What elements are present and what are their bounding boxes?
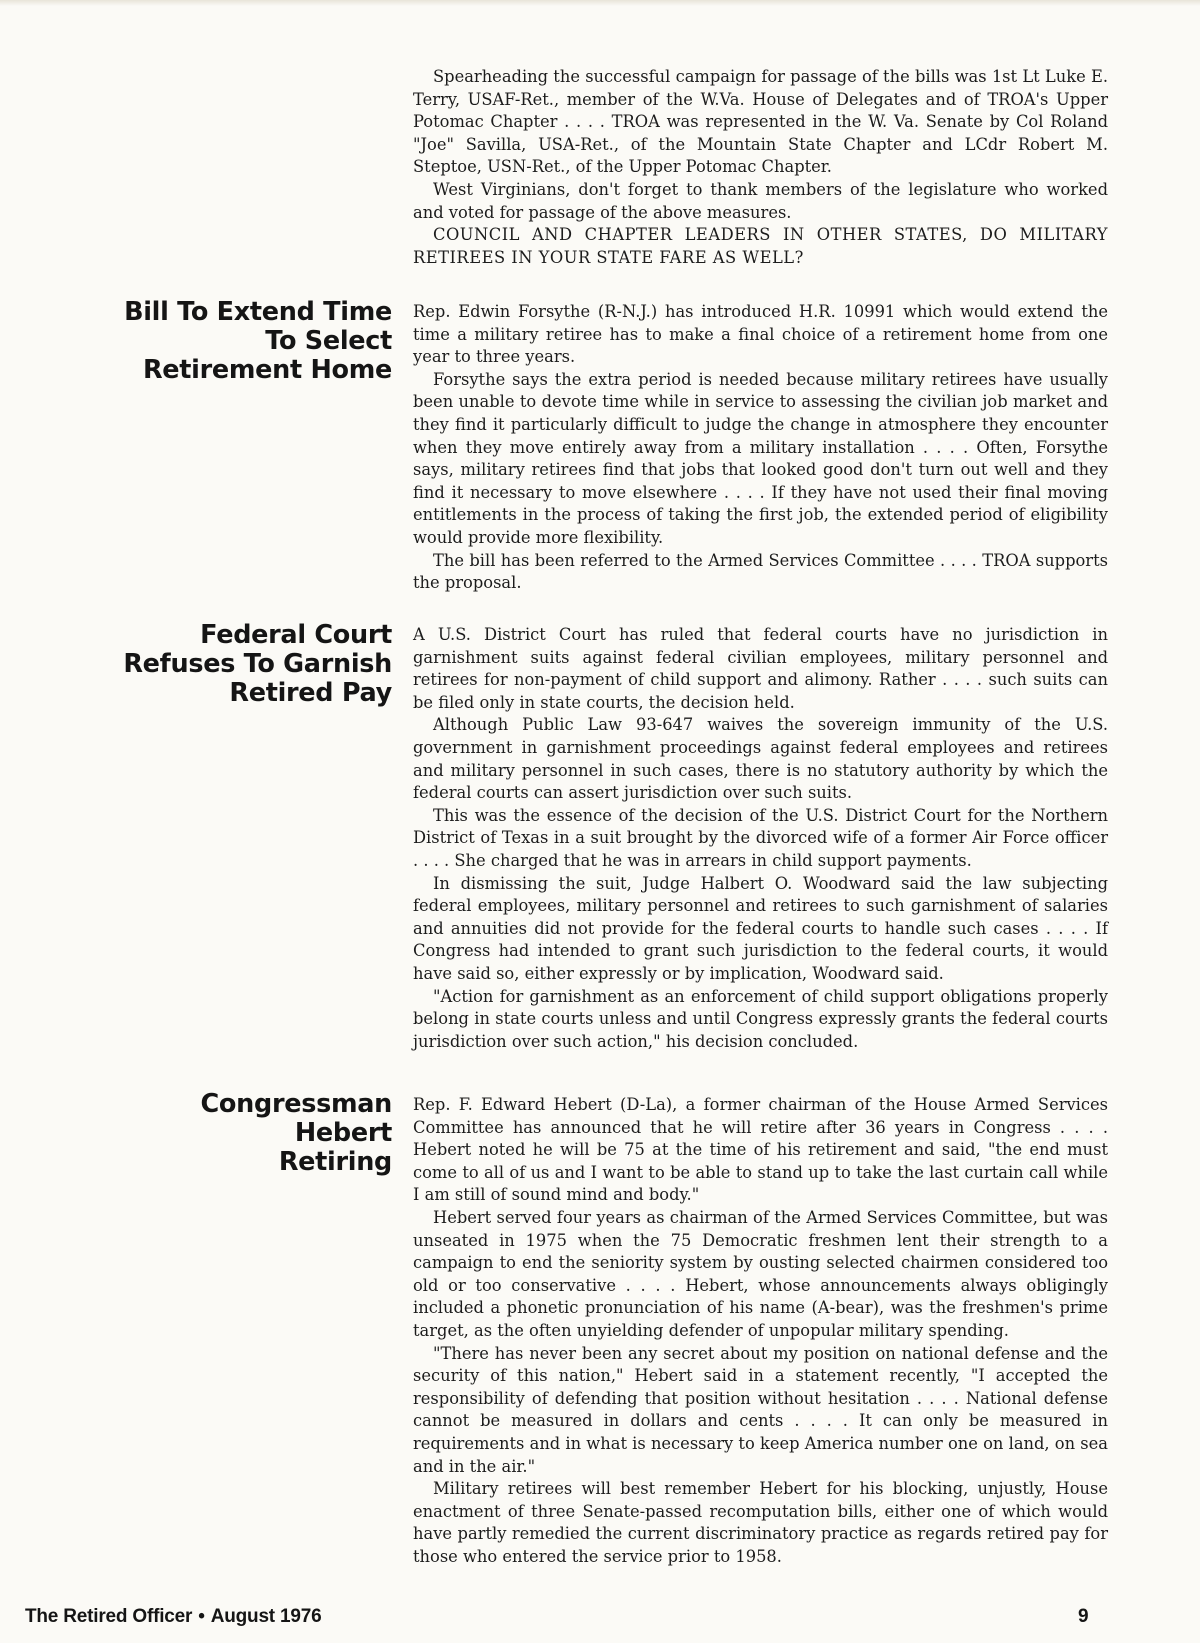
issue-date: August 1976 xyxy=(210,1606,322,1627)
article-paragraph: "Action for garnishment as an enforcement of child support obligations properly belong in state courts unless and until Congress expressly grants the federal courts jurisdiction over such action," his decision concluded. xyxy=(413,986,1108,1051)
article-paragraph: Hebert served four years as chairman of the Armed Services Committee, but was unseated in 1975 when the 75 Democratic freshmen lent their strength to a campaign to end the seniority system by ousting selected chairmen considered too old or too conservative . . . . Hebert, whose announcements always obligingly included a phonetic pronunciation of his name (A-bear), was the freshmen's prime target, as the often unyielding defender of unpopular military spending. xyxy=(413,1207,1108,1340)
article-paragraph: Although Public Law 93-647 waives the sovereign immunity of the U.S. government in garnishment proceedings against federal employees and retirees and military personnel in such cases, there is no statutory authority by which the federal courts can assert jurisdiction over such suits. xyxy=(413,715,1108,803)
article-paragraph: Military retirees will best remember Hebert for his blocking, unjustly, House enactment of three Senate-passed recomputation bills, either one of which would have partly remedied the current discriminatory practice as regards retired pay for those who entered the service prior to 1958. xyxy=(413,1479,1108,1566)
page-number: 9 xyxy=(1078,1606,1089,1627)
article-body-retirement-home xyxy=(413,301,1108,595)
article-heading-federal-court xyxy=(100,621,392,708)
publication-name: The Retired Officer xyxy=(25,1606,193,1627)
article-paragraph: In dismissing the suit, Judge Halbert O. Woodward said the law subjecting federal employees, military personnel and retirees to such garnishment of salaries and annuities did not provide for the federal courts to handle such cases . . . . If Congress had intended to grant such jurisdiction to the federal courts, it would have said so, either expressly or by implication, Woodward said. xyxy=(413,873,1108,983)
heading-line: Retirement Home xyxy=(142,355,392,385)
heading-line: To Select xyxy=(265,326,392,356)
article-paragraph: Rep. F. Edward Hebert (D-La), a former chairman of the House Armed Services Committee has announced that he will retire after 36 years in Congress . . . . Hebert noted he will be 75 at the time of his retirement and said, "the end must come to all of us and I want to be able to stand up to take the last curtain call while I am still of sound mind and body." xyxy=(413,1095,1108,1205)
heading-line: Federal Court xyxy=(200,620,392,650)
intro-text xyxy=(413,66,1108,269)
article-paragraph: "There has never been any secret about my position on national defense and the security of this nation," Hebert said in a statement recently, "I accepted the responsibility of defending that position without hesitation . . . . National defense cannot be measured in dollars and cents . . . . It can only be measured in requirements and in what is necessary to keep America number one on land, on sea and in the air." xyxy=(413,1343,1108,1476)
heading-line: Bill To Extend Time xyxy=(124,297,392,327)
intro-paragraph: West Virginians, don't forget to thank members of the legislature who worked and voted for passage of the above measures. xyxy=(413,179,1108,222)
page-footer xyxy=(25,1606,321,1628)
heading-line: Retiring xyxy=(278,1147,392,1177)
page-top-edge xyxy=(0,0,1200,6)
intro-callout: COUNCIL AND CHAPTER LEADERS IN OTHER STATES, DO MILITARY RETIREES IN YOUR STATE FARE AS WELL? xyxy=(413,225,1108,267)
article-heading-retirement-home xyxy=(100,298,392,385)
article-paragraph: Forsythe says the extra period is needed because military retirees have usually been unable to devote time while in service to assessing the civilian job market and they find it particularly difficult to judge the change in atmosphere they encounter when they move entirely away from a military installation . . . . Often, Forsythe says, military retirees find that jobs that looked good don't turn out well and they find it necessary to move elsewhere . . . . If they have not used their final moving entitlements in the process of taking the first job, the extended period of eligibility would provide more flexibility. xyxy=(413,369,1108,547)
article-body-federal-court xyxy=(413,624,1108,1053)
footer-separator: • xyxy=(198,1606,205,1627)
article-paragraph: Rep. Edwin Forsythe (R-N.J.) has introduced H.R. 10991 which would extend the time a military retiree has to make a final choice of a retirement home from one year to three years. xyxy=(413,302,1108,367)
heading-line: Retired Pay xyxy=(229,678,392,708)
article-paragraph: A U.S. District Court has ruled that federal courts have no jurisdiction in garnishment suits against federal civilian employees, military personnel and retirees for non-payment of child support and alimony. Rather . . . . such suits can be filed only in state courts, the decision held. xyxy=(413,625,1108,712)
article-body-hebert xyxy=(413,1094,1108,1568)
heading-line: Congressman Hebert xyxy=(200,1089,392,1148)
intro-paragraph: Spearheading the successful campaign for passage of the bills was 1st Lt Luke E. Terry, USAF-Ret., member of the W.Va. House of Delegates and of TROA's Upper Potomac Chapter . . . . TROA was represented in the W. Va. Senate by Col Roland "Joe" Savilla, USA-Ret., of the Mountain State Chapter and LCdr Robert M. Steptoe, USN-Ret., of the Upper Potomac Chapter. xyxy=(413,67,1108,177)
article-paragraph: The bill has been referred to the Armed Services Committee . . . . TROA supports the proposal. xyxy=(413,550,1108,593)
heading-line: Refuses To Garnish xyxy=(123,649,392,679)
article-heading-hebert xyxy=(100,1090,392,1177)
article-paragraph: This was the essence of the decision of the U.S. District Court for the Northern District of Texas in a suit brought by the divorced wife of a former Air Force officer . . . . She charged that he was in arrears in child support payments. xyxy=(413,805,1108,870)
